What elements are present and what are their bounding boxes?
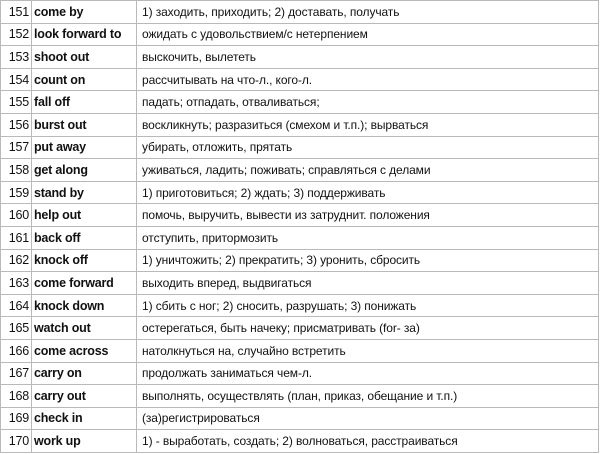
translation: уживаться, ладить; поживать; справляться с делами [137,159,599,182]
phrasal-verb: come across [32,339,137,362]
translation: 1) приготовиться; 2) ждать; 3) поддерживать [137,181,599,204]
table-row [1,136,599,159]
row-number: 162 [1,249,32,272]
phrasal-verb: fall off [32,91,137,114]
translation: натолкнуться на, случайно встретить [137,339,599,362]
translation: остерегаться, быть начеку; присматривать (for- за) [137,317,599,340]
phrasal-verb: watch out [32,317,137,340]
row-number: 155 [1,91,32,114]
table-row [1,385,599,408]
translation: 1) заходить, приходить; 2) доставать, получать [137,1,599,24]
phrasal-verb: work up [32,430,137,453]
translation: отступить, притормозить [137,226,599,249]
phrasal-verb: knock off [32,249,137,272]
phrasal-verb: put away [32,136,137,159]
translation: продолжать заниматься чем-л. [137,362,599,385]
table-row [1,317,599,340]
phrasal-verb: get along [32,159,137,182]
row-number: 170 [1,430,32,453]
translation: убирать, отложить, прятать [137,136,599,159]
translation: 1) - выработать, создать; 2) волноваться, расстраиваться [137,430,599,453]
translation: падать; отпадать, отваливаться; [137,91,599,114]
table-row [1,91,599,114]
translation: рассчитывать на что-л., кого-л. [137,68,599,91]
table-row [1,362,599,385]
row-number: 156 [1,113,32,136]
translation: выскочить, вылететь [137,46,599,69]
row-number: 167 [1,362,32,385]
row-number: 158 [1,159,32,182]
row-number: 166 [1,339,32,362]
table-row [1,181,599,204]
table-row [1,113,599,136]
translation: 1) уничтожить; 2) прекратить; 3) уронить, сбросить [137,249,599,272]
row-number: 165 [1,317,32,340]
table-row [1,68,599,91]
translation: выходить вперед, выдвигаться [137,272,599,295]
phrasal-verb: carry out [32,385,137,408]
table-row [1,159,599,182]
phrasal-verb: check in [32,407,137,430]
table-row [1,272,599,295]
phrasal-verb: carry on [32,362,137,385]
row-number: 154 [1,68,32,91]
row-number: 151 [1,1,32,24]
row-number: 161 [1,226,32,249]
table-row [1,204,599,227]
row-number: 157 [1,136,32,159]
phrasal-verb: help out [32,204,137,227]
phrasal-verb: knock down [32,294,137,317]
table-row [1,46,599,69]
table-row [1,226,599,249]
phrasal-verb: look forward to [32,23,137,46]
phrasal-verb: come by [32,1,137,24]
row-number: 160 [1,204,32,227]
phrasal-verb: back off [32,226,137,249]
translation: (за)регистрироваться [137,407,599,430]
row-number: 159 [1,181,32,204]
phrasal-verb: come forward [32,272,137,295]
row-number: 153 [1,46,32,69]
phrasal-verb: shoot out [32,46,137,69]
table-row [1,23,599,46]
translation: выполнять, осуществлять (план, приказ, обещание и т.п.) [137,385,599,408]
row-number: 168 [1,385,32,408]
table-row [1,249,599,272]
row-number: 152 [1,23,32,46]
table-row [1,1,599,24]
row-number: 169 [1,407,32,430]
translation: помочь, выручить, вывести из затруднит. положения [137,204,599,227]
translation: 1) сбить с ног; 2) сносить, разрушать; 3) понижать [137,294,599,317]
phrasal-verb: count on [32,68,137,91]
table-row [1,339,599,362]
table-row [1,407,599,430]
phrasal-verb: stand by [32,181,137,204]
table-body [1,1,599,453]
row-number: 164 [1,294,32,317]
table-row [1,430,599,453]
translation: ожидать с удовольствием/с нетерпением [137,23,599,46]
translation: воскликнуть; разразиться (смехом и т.п.); вырваться [137,113,599,136]
phrasal-verb: burst out [32,113,137,136]
table-row [1,294,599,317]
row-number: 163 [1,272,32,295]
